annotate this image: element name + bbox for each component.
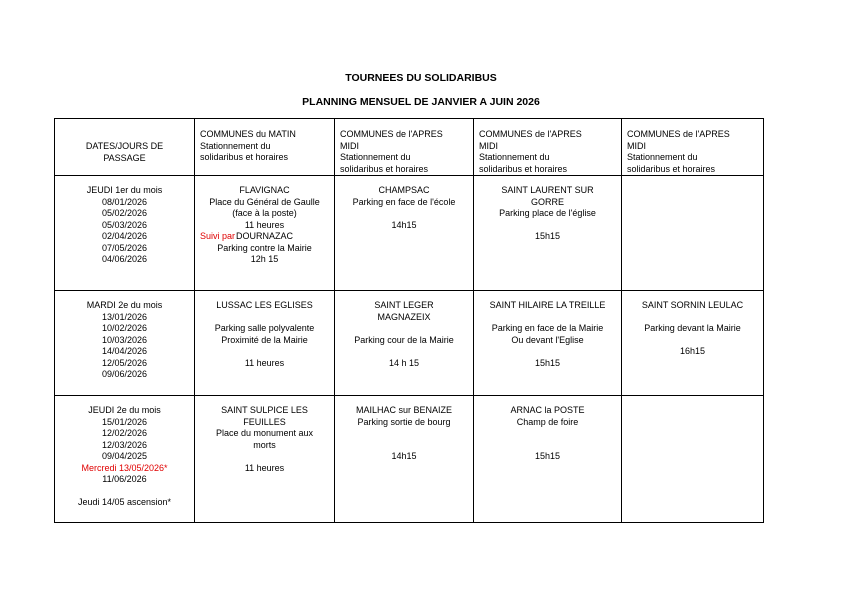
date: 11/06/2026	[102, 474, 147, 484]
parking-location: Place du monument aux	[215, 428, 314, 438]
schedule-time: 16h15	[679, 346, 706, 356]
commune-name: CHAMPSAC	[378, 185, 430, 195]
date: 08/01/2026	[101, 196, 148, 207]
table-row	[55, 176, 764, 291]
followed-by-note: Suivi par	[200, 231, 236, 241]
parking-location: Parking salle polyvalente	[214, 323, 315, 333]
parking-location: Parking contre la Mairie	[217, 242, 312, 253]
commune-name: MAGNAZEIX	[377, 311, 431, 322]
morning-cell	[195, 291, 335, 396]
dates-cell	[55, 176, 195, 291]
parking-location: Parking place de l'église	[499, 208, 596, 218]
dates-cell	[55, 396, 195, 523]
parking-location: Parking devant la Mairie	[644, 323, 741, 333]
day-label: JEUDI 2e du mois	[88, 405, 161, 415]
header-line: COMMUNES de l'APRES	[479, 129, 582, 139]
date: 09/06/2026	[101, 369, 148, 379]
morning-cell	[195, 176, 335, 291]
header-line: Stationnement du	[200, 140, 271, 151]
header-line: COMMUNES du MATIN	[200, 129, 296, 139]
header-line: PASSAGE	[103, 152, 146, 163]
schedule-time: 11 heures	[244, 219, 285, 230]
parking-location: Parking en face de l'école	[352, 196, 456, 207]
date: 12/02/2026	[101, 428, 148, 438]
afternoon-cell-1	[335, 291, 474, 396]
commune-name: GORRE	[530, 196, 564, 207]
date-exception: Mercredi 13/05/2026*	[81, 462, 168, 473]
parking-location: Parking cour de la Mairie	[354, 334, 454, 345]
afternoon-cell-2	[474, 176, 622, 291]
date: 05/02/2026	[101, 208, 148, 218]
afternoon-cell-2	[474, 291, 622, 396]
afternoon-cell-1	[335, 396, 474, 523]
header-line: MIDI	[479, 140, 498, 151]
commune-name: LUSSAC LES EGLISES	[216, 300, 313, 310]
schedule-time: 15h15	[534, 451, 561, 461]
header-line: MIDI	[340, 140, 359, 151]
date: 14/04/2026	[101, 346, 148, 356]
header-line: MIDI	[627, 140, 646, 151]
header-line: COMMUNES de l'APRES	[627, 129, 730, 139]
schedule-time: 15h15	[534, 231, 561, 241]
date: 12/03/2026	[101, 439, 148, 450]
schedule-time: 14 h 15	[388, 357, 420, 368]
table-header-row	[55, 119, 764, 176]
afternoon-cell-3	[622, 396, 764, 523]
planning-table	[54, 118, 764, 523]
date: 15/01/2026	[101, 416, 148, 427]
date: 12/05/2026	[101, 357, 148, 368]
schedule-time: 12h 15	[250, 254, 279, 264]
date: 04/06/2026	[101, 254, 148, 264]
schedule-time: 14h15	[391, 219, 417, 230]
commune-name: MAILHAC sur BENAIZE	[355, 405, 453, 415]
date: 07/05/2026	[101, 242, 148, 253]
day-label: MARDI 2e du mois	[86, 300, 163, 310]
header-afternoon-1	[335, 119, 474, 176]
commune-name: FEUILLES	[243, 416, 286, 427]
dates-cell	[55, 291, 195, 396]
table-row	[55, 396, 764, 523]
document-subtitle: PLANNING MENSUEL DE JANVIER A JUIN 2026	[302, 96, 540, 108]
header-line: solidaribus et horaires	[340, 163, 429, 174]
parking-location: (face à la poste)	[232, 208, 297, 218]
afternoon-cell-3	[622, 291, 764, 396]
afternoon-cell-3	[622, 176, 764, 291]
parking-location: Place du Général de Gaulle	[209, 196, 320, 207]
schedule-time: 11 heures	[244, 462, 285, 473]
date: 02/04/2026	[101, 231, 148, 241]
table-row	[55, 291, 764, 396]
header-line: Stationnement du	[479, 152, 550, 162]
afternoon-cell-1	[335, 176, 474, 291]
commune-name: SAINT HILAIRE LA TREILLE	[489, 300, 606, 310]
date: 10/03/2026	[101, 334, 148, 345]
header-line: Stationnement du	[340, 152, 411, 162]
header-dates	[55, 119, 195, 176]
parking-location: morts	[253, 439, 276, 450]
header-morning	[195, 119, 335, 176]
schedule-time: 11 heures	[244, 357, 285, 368]
commune-name: ARNAC la POSTE	[510, 405, 585, 415]
commune-name: SAINT LAURENT SUR	[501, 185, 594, 195]
header-line: solidaribus et horaires	[200, 152, 289, 162]
afternoon-cell-2	[474, 396, 622, 523]
commune-name: SAINT LEGER	[374, 300, 434, 310]
schedule-time: 15h15	[534, 357, 561, 368]
header-line: solidaribus et horaires	[479, 163, 568, 174]
morning-cell	[195, 396, 335, 523]
header-line: Stationnement du	[627, 152, 698, 162]
document-title: TOURNEES DU SOLIDARIBUS	[345, 72, 497, 84]
ascension-footnote: Jeudi 14/05 ascension*	[77, 497, 172, 507]
parking-location: Proximité de la Mairie	[221, 334, 308, 345]
header-afternoon-3	[622, 119, 764, 176]
commune-name: FLAVIGNAC	[239, 185, 290, 195]
schedule-time: 14h15	[391, 451, 417, 461]
commune-name: SAINT SORNIN LEULAC	[641, 300, 744, 310]
commune-name: DOURNAZAC	[235, 231, 293, 241]
header-line: solidaribus et horaires	[627, 163, 716, 174]
parking-location: Parking sortie de bourg	[357, 416, 451, 427]
date: 09/04/2025	[101, 451, 148, 461]
header-afternoon-2	[474, 119, 622, 176]
day-label: JEUDI 1er du mois	[86, 185, 163, 195]
commune-name: SAINT SULPICE LES	[221, 405, 308, 415]
parking-location: Champ de foire	[516, 416, 579, 427]
header-line: COMMUNES de l'APRES	[340, 129, 443, 139]
header-line: DATES/JOURS DE	[85, 141, 164, 151]
date: 05/03/2026	[101, 219, 148, 230]
date: 10/02/2026	[101, 323, 148, 333]
date: 13/01/2026	[101, 311, 148, 322]
parking-location: Ou devant l'Eglise	[511, 334, 584, 345]
parking-location: Parking en face de la Mairie	[491, 323, 604, 333]
